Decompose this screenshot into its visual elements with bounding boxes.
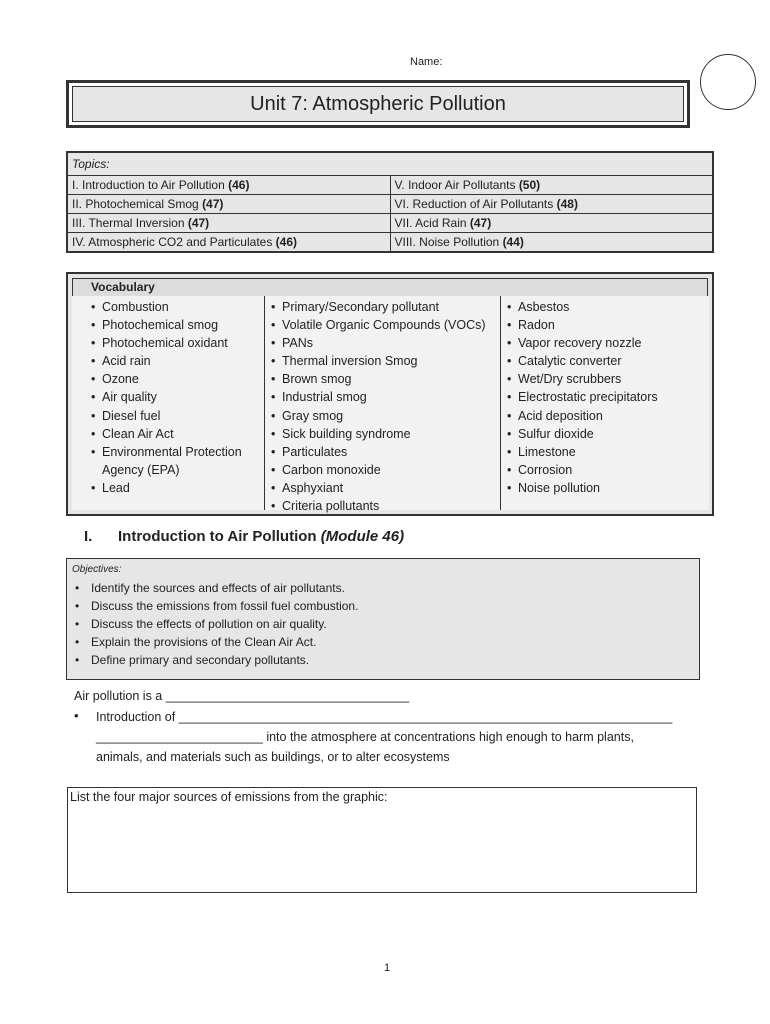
topic-label: II. Photochemical Smog [72,197,203,211]
objectives-box [66,558,700,680]
list-item: • Define primary and secondary pollutants. [91,651,358,669]
score-circle [700,54,756,110]
list-item: • Electrostatic precipitators [518,388,709,406]
fill-in-air-pollution[interactable]: Air pollution is a ___________________________________ [74,689,410,703]
list-item: • Industrial smog [282,388,501,406]
list-item: • Asphyxiant [282,479,501,497]
answer-box[interactable] [67,787,697,893]
list-item: • Diesel fuel [102,407,264,425]
fill-in-continuation[interactable]: ________________________ into the atmosphere at concentrations high enough to harm plants, [96,730,634,744]
list-item: • Catalytic converter [518,352,709,370]
topic-label: VII. Acid Rain [394,216,470,230]
list-item: • Primary/Secondary pollutant [282,298,501,316]
list-item: • Brown smog [282,370,501,388]
list-item: • Criteria pollutants [282,497,501,515]
topic-module: (47) [202,197,224,211]
fill-in-introduction[interactable]: Introduction of _______________________________________________________________________ [96,710,673,724]
topics-table [66,151,714,253]
topic-label: III. Thermal Inversion [72,216,188,230]
topic-module: (48) [556,197,578,211]
list-item-continuation: Agency (EPA) [102,462,180,477]
list-item: • Sick building syndrome [282,425,501,443]
topics-heading: Topics: [67,152,713,176]
list-item: • Air quality [102,388,264,406]
list-item: • Discuss the emissions from fossil fuel combustion. [91,597,358,615]
topic-module: (50) [518,178,541,192]
list-item: • Lead [102,479,264,497]
page-title: Unit 7: Atmospheric Pollution [72,86,684,122]
topic-module: (46) [228,178,250,192]
table-row [67,195,713,214]
answer-box-prompt: List the four major sources of emissions from the graphic: [70,790,388,804]
topic-label: VIII. Noise Pollution [394,235,503,249]
section-number: I. [84,528,93,545]
vocabulary-heading: Vocabulary [72,278,708,297]
topic-module: (47) [469,216,492,230]
list-item: • Thermal inversion Smog [282,352,501,370]
vocab-column-1 [72,296,264,510]
list-item: • Identify the sources and effects of air pollutants. [91,579,358,597]
list-item: • Acid deposition [518,407,709,425]
title-box [66,80,690,128]
vocab-column-3 [500,296,709,510]
section-module: (Module 46) [320,528,405,545]
topic-module: (47) [187,216,210,230]
list-item: • Particulates [282,443,501,461]
list-item: • Clean Air Act [102,425,264,443]
vocab-column-2 [264,296,501,514]
section-heading [84,528,404,545]
objectives-heading: Objectives: [72,564,122,575]
list-item: • Asbestos [518,298,709,316]
list-item: • Sulfur dioxide [518,425,709,443]
list-item: • PANs [282,334,501,352]
table-row [67,214,713,233]
topic-label: VI. Reduction of Air Pollutants [394,197,557,211]
list-item: • Environmental Protection [102,443,264,461]
list-item: • Photochemical oxidant [102,334,264,352]
topic-module: (44) [502,235,524,249]
topic-label: IV. Atmospheric CO2 and Particulates [72,235,276,249]
list-item: • Photochemical smog [102,316,264,334]
list-item: • Radon [518,316,709,334]
name-label: Name: [410,56,443,68]
list-item: • Carbon monoxide [282,461,501,479]
list-item: • Limestone [518,443,709,461]
list-item: • Discuss the effects of pollution on air quality. [91,615,358,633]
section-title: Introduction to Air Pollution [118,528,321,545]
list-item: • Vapor recovery nozzle [518,334,709,352]
list-item: • Noise pollution [518,479,709,497]
list-item: • Combustion [102,298,264,316]
table-row [67,176,713,195]
table-row [67,233,713,253]
vocabulary-box [66,272,714,516]
list-item: • Explain the provisions of the Clean Air Act. [91,633,358,651]
list-item: • Ozone [102,370,264,388]
topic-label: V. Indoor Air Pollutants [394,178,519,192]
topic-module: (46) [275,235,298,249]
body-text: animals, and materials such as buildings, or to alter ecosystems [96,750,450,764]
list-item: • Gray smog [282,407,501,425]
list-item: • Acid rain [102,352,264,370]
topic-label: I. Introduction to Air Pollution [72,178,229,192]
list-item: • Wet/Dry scrubbers [518,370,709,388]
list-item: • Volatile Organic Compounds (VOCs) [282,316,501,334]
list-item: • Corrosion [518,461,709,479]
bullet: • [74,708,79,723]
page-number: 1 [384,962,391,974]
